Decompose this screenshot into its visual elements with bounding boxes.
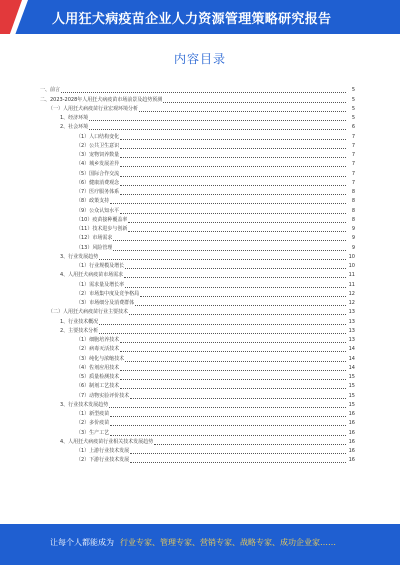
toc-entry[interactable] — [40, 169, 355, 178]
toc-entry[interactable] — [40, 391, 355, 400]
toc-entry-text: （2）公共卫生意识 — [76, 142, 120, 149]
toc-entry-page: 15 — [348, 374, 355, 380]
toc-entry-page: 10 — [348, 253, 355, 260]
toc-entry[interactable] — [40, 95, 355, 104]
toc-leader-dots — [113, 239, 346, 241]
footer-roles: 行业专家、管理专家、营销专家、战略专家、成功企业家…… — [120, 538, 336, 547]
toc-leader-dots — [89, 119, 346, 121]
toc-leader-dots — [130, 461, 346, 463]
toc-entry-page: 16 — [348, 429, 355, 436]
toc-entry-page: 12 — [348, 290, 355, 297]
toc-entry-text: （2）病毒灭活技术 — [76, 346, 120, 353]
toc-entry[interactable] — [40, 123, 355, 132]
toc-entry-page: 7 — [351, 161, 355, 168]
toc-entry-text: 二、2023-2028年人用狂犬病疫苗市场前景及趋势预测 — [40, 96, 163, 103]
toc-entry[interactable] — [40, 132, 355, 141]
toc-entry[interactable] — [40, 160, 355, 169]
toc-leader-dots — [120, 369, 346, 371]
toc-entry-text: （一）人用狂犬病疫苗行业宏观环境分析 — [48, 105, 139, 112]
toc-leader-dots — [120, 212, 346, 214]
toc-entry-page: 15 — [348, 401, 355, 408]
toc-leader-dots — [120, 341, 346, 343]
toc-entry[interactable] — [40, 280, 355, 289]
toc-entry[interactable] — [40, 253, 355, 262]
toc-entry-page: 7 — [351, 179, 355, 186]
toc-leader-dots — [135, 304, 346, 306]
toc-entry-page: 13 — [348, 327, 355, 334]
toc-entry-text: 一、前言 — [40, 87, 61, 94]
toc-entry-page: 13 — [348, 337, 355, 343]
toc-entry-page: 16 — [348, 420, 355, 427]
toc-entry-text: （1）新型疫苗 — [76, 411, 110, 417]
toc-leader-dots — [163, 101, 346, 103]
toc-leader-dots — [110, 424, 346, 426]
toc-entry-text: （1）行业规模及增长 — [76, 263, 125, 269]
toc-entry[interactable] — [40, 299, 355, 308]
toc-leader-dots — [120, 175, 346, 177]
toc-leader-dots — [110, 415, 346, 417]
toc-entry-text: 2、主要技术分析 — [60, 327, 99, 334]
toc-entry-text: （6）制剂工艺技术 — [76, 383, 120, 390]
toc-entry-text: 4、人用狂犬病疫苗市场需求 — [60, 272, 124, 279]
toc-heading: 内容目录 — [173, 52, 226, 66]
table-of-contents — [40, 86, 355, 465]
toc-entry[interactable] — [40, 419, 355, 428]
toc-leader-dots — [110, 202, 346, 204]
toc-entry-page: 8 — [351, 216, 355, 223]
toc-entry-page: 5 — [351, 96, 355, 103]
toc-entry[interactable] — [40, 447, 355, 456]
toc-entry-text: （1）需求量及增长率 — [76, 281, 125, 288]
toc-entry-page: 5 — [351, 105, 355, 112]
toc-entry-page: 7 — [351, 142, 355, 149]
toc-leader-dots — [120, 387, 346, 389]
toc-entry[interactable] — [40, 290, 355, 299]
toc-entry-page: 8 — [351, 198, 355, 205]
toc-entry[interactable] — [40, 327, 355, 336]
toc-entry-page: 11 — [348, 272, 355, 279]
toc-leader-dots — [120, 184, 346, 186]
toc-entry-text: （1）上游行业技术发展 — [76, 448, 130, 454]
toc-entry-text: （8）政策支持 — [76, 198, 110, 205]
toc-entry-text: （7）动物实验评价技术 — [76, 392, 130, 399]
toc-entry-page: 7 — [351, 152, 355, 158]
toc-entry-text: （2）下游行业技术发展 — [76, 457, 130, 464]
toc-entry[interactable] — [40, 216, 355, 225]
toc-entry[interactable] — [40, 364, 355, 373]
toc-entry-text: （1）人口结构变化 — [76, 133, 120, 140]
toc-leader-dots — [99, 332, 346, 334]
toc-entry-text: （5）质量检测技术 — [76, 374, 120, 380]
footer-lead: 让每个人都能成为 — [50, 538, 114, 547]
toc-leader-dots — [120, 378, 346, 380]
toc-entry-text: （10）疫苗接种覆盖率 — [76, 216, 128, 223]
toc-entry-page: 6 — [351, 124, 355, 131]
toc-leader-dots — [110, 434, 346, 436]
toc-leader-dots — [89, 128, 346, 130]
toc-entry-page: 8 — [351, 189, 355, 195]
toc-entry-text: （二）人用狂犬病疫苗行业主要技术 — [48, 309, 129, 316]
toc-entry-page: 16 — [348, 411, 355, 417]
toc-entry[interactable] — [40, 271, 355, 280]
toc-entry[interactable] — [40, 206, 355, 215]
toc-leader-dots — [129, 313, 346, 315]
toc-leader-dots — [128, 230, 346, 232]
toc-entry[interactable] — [40, 86, 355, 95]
toc-leader-dots — [120, 193, 346, 195]
toc-leader-dots — [130, 452, 346, 454]
report-title: 人用狂犬病疫苗企业人力资源管理策略研究报告 — [52, 12, 332, 27]
toc-entry-page: 16 — [348, 448, 355, 454]
toc-leader-dots — [140, 295, 346, 297]
toc-leader-dots — [99, 323, 346, 325]
toc-entry[interactable] — [40, 438, 355, 447]
toc-entry-text: （3）纯化与浓缩技术 — [76, 355, 125, 362]
toc-entry-page: 7 — [351, 170, 355, 177]
toc-entry[interactable] — [40, 336, 355, 345]
toc-entry[interactable] — [40, 179, 355, 188]
toc-entry-page: 12 — [348, 300, 355, 306]
toc-entry-page: 16 — [348, 457, 355, 464]
toc-leader-dots — [120, 138, 346, 140]
toc-entry-text: （13）风险管理 — [76, 244, 113, 251]
toc-entry[interactable] — [40, 243, 355, 252]
toc-leader-dots — [125, 360, 346, 362]
toc-leader-dots — [124, 276, 346, 278]
toc-entry-page: 15 — [348, 392, 355, 399]
toc-entry-page: 10 — [348, 263, 355, 269]
toc-entry-page: 15 — [348, 383, 355, 390]
toc-entry-text: （3）宠物饲养数量 — [76, 152, 120, 158]
toc-leader-dots — [113, 249, 346, 251]
toc-entry[interactable] — [40, 308, 355, 317]
toc-entry-page: 16 — [348, 438, 355, 445]
toc-entry-text: （9）公众认知水平 — [76, 207, 120, 214]
toc-entry[interactable] — [40, 105, 355, 114]
toc-leader-dots — [99, 258, 346, 260]
toc-entry-page: 14 — [348, 346, 355, 353]
toc-leader-dots — [109, 406, 346, 408]
toc-entry[interactable] — [40, 262, 355, 271]
toc-entry-text: （5）国际合作交流 — [76, 170, 120, 177]
toc-entry-text: （1）细胞培养技术 — [76, 337, 120, 343]
toc-leader-dots — [130, 397, 346, 399]
toc-entry-page: 9 — [351, 235, 355, 242]
toc-entry[interactable] — [40, 317, 355, 326]
toc-leader-dots — [120, 147, 346, 149]
toc-entry[interactable] — [40, 354, 355, 363]
toc-leader-dots — [125, 286, 346, 288]
toc-entry[interactable] — [40, 401, 355, 410]
toc-leader-dots — [139, 110, 346, 112]
toc-entry-text: 3、行业技术发展趋势 — [60, 401, 109, 408]
toc-entry[interactable] — [40, 234, 355, 243]
toc-entry-page: 5 — [351, 87, 355, 94]
toc-entry-page: 11 — [348, 281, 355, 288]
toc-entry[interactable] — [40, 197, 355, 206]
toc-leader-dots — [120, 156, 346, 158]
toc-entry-text: （6）健康消费观念 — [76, 179, 120, 186]
toc-entry-text: （4）城乡发展差异 — [76, 161, 120, 168]
toc-entry[interactable] — [40, 456, 355, 465]
header-bar — [0, 0, 400, 34]
toc-entry[interactable] — [40, 225, 355, 234]
toc-entry-text: （3）生产工艺 — [76, 429, 110, 436]
toc-entry[interactable] — [40, 373, 355, 382]
toc-entry-text: （3）市场细分及消费群体 — [76, 300, 135, 306]
toc-entry-text: （2）市场集中度及竞争格局 — [76, 290, 140, 297]
toc-entry-page: 13 — [348, 309, 355, 316]
toc-entry-page: 13 — [348, 318, 355, 325]
toc-entry-text: 3、行业发展趋势 — [60, 253, 99, 260]
toc-entry-text: （12）市场需求 — [76, 235, 113, 242]
toc-entry[interactable] — [40, 345, 355, 354]
toc-entry[interactable] — [40, 428, 355, 437]
toc-entry[interactable] — [40, 188, 355, 197]
toc-leader-dots — [120, 350, 346, 352]
toc-entry[interactable] — [40, 151, 355, 160]
toc-entry-text: 4、人用狂犬病疫苗行业相关技术发展趋势 — [60, 438, 154, 445]
toc-entry-text: 2、社会环境 — [60, 124, 89, 131]
toc-entry-page: 7 — [351, 133, 355, 140]
toc-entry[interactable] — [40, 382, 355, 391]
toc-entry[interactable] — [40, 410, 355, 419]
footer-bar — [0, 524, 400, 565]
footer-slogan — [50, 537, 336, 548]
toc-entry-page: 8 — [351, 207, 355, 214]
toc-entry-page: 9 — [351, 244, 355, 251]
toc-entry-text: （7）医疗服务体系 — [76, 189, 120, 195]
toc-leader-dots — [128, 221, 346, 223]
toc-entry[interactable] — [40, 114, 355, 123]
toc-entry-page: 9 — [351, 226, 355, 232]
toc-entry-text: 1、经济环境 — [60, 115, 89, 121]
toc-entry-page: 14 — [348, 364, 355, 371]
toc-leader-dots — [120, 165, 346, 167]
toc-entry[interactable] — [40, 142, 355, 151]
toc-entry-text: 1、行业技术概况 — [60, 318, 99, 325]
toc-entry-text: （4）佐剂应用技术 — [76, 364, 120, 371]
toc-leader-dots — [61, 91, 346, 93]
toc-entry-page: 5 — [351, 115, 355, 121]
toc-entry-text: （2）多价疫苗 — [76, 420, 110, 427]
toc-entry-page: 14 — [348, 355, 355, 362]
toc-leader-dots — [154, 443, 346, 445]
toc-leader-dots — [125, 267, 346, 269]
toc-entry-text: （11）技术进步与创新 — [76, 226, 128, 232]
